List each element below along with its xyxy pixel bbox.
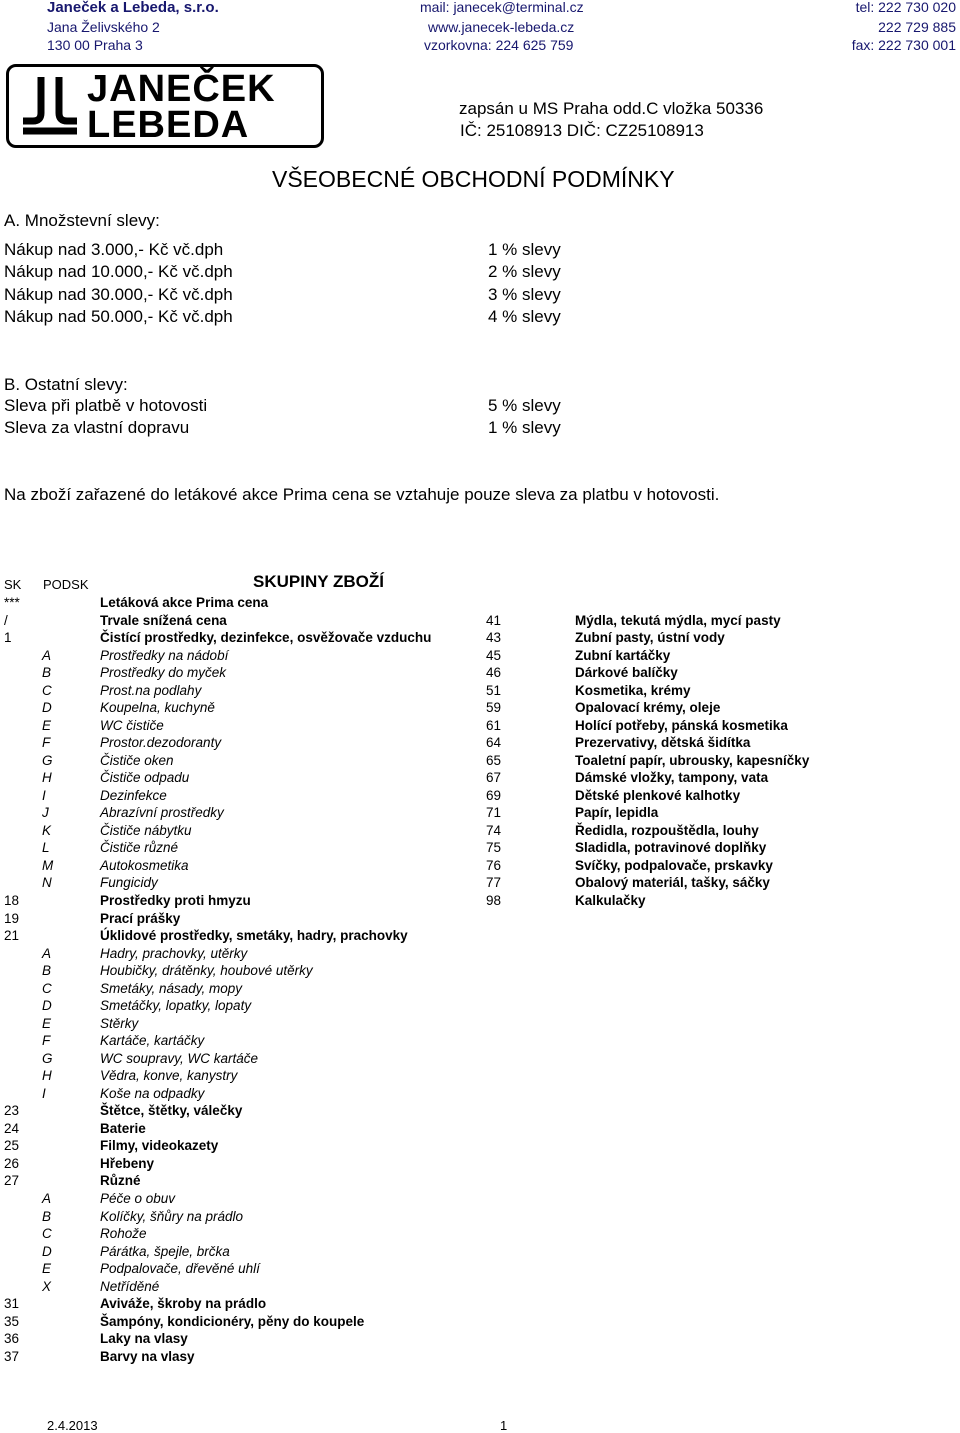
group-name: Hřebeny (100, 1155, 155, 1171)
table-row (0, 683, 960, 701)
group-name: Koupelna, kuchyně (100, 700, 215, 716)
logo-mark-icon (19, 75, 81, 137)
table-row (0, 911, 960, 929)
group-name: WC čističe (100, 717, 164, 733)
group-name: Úklidové prostředky, smetáky, hadry, prachovky (100, 928, 408, 944)
group-name: Dámské vložky, tampony, vata (575, 770, 769, 786)
table-row (0, 928, 960, 946)
group-name: Aviváže, škroby na prádlo (100, 1296, 267, 1312)
group-code: 71 (486, 805, 502, 821)
table-row (0, 595, 960, 613)
group-name: Baterie (100, 1120, 146, 1136)
group-code: 31 (4, 1296, 20, 1312)
table-row (0, 788, 960, 806)
table-row (0, 875, 960, 893)
subgroup-code: D (42, 998, 52, 1014)
subgroup-code: B (42, 963, 52, 979)
group-name: Šampóny, kondicionéry, pěny do koupele (100, 1313, 365, 1329)
table-row (0, 700, 960, 718)
section-a-value: 3 % slevy (488, 284, 561, 304)
table-row (0, 770, 960, 788)
group-code: 98 (486, 893, 502, 908)
group-name: Štětce, štětky, válečky (100, 1103, 243, 1119)
subgroup-code: E (42, 717, 52, 733)
table-row (0, 823, 960, 841)
group-code: 46 (486, 665, 502, 681)
table-row (0, 665, 960, 683)
table-row (0, 1016, 960, 1034)
subgroup-code: E (42, 1015, 52, 1031)
group-name: Sladidla, potravinové doplňky (575, 840, 767, 856)
column-podsk-header: PODSK (43, 577, 89, 592)
group-code: 45 (486, 647, 502, 663)
group-name: Fungicidy (100, 875, 158, 891)
group-code: 35 (4, 1313, 20, 1329)
group-name: Laky na vlasy (100, 1331, 188, 1347)
table-row (0, 1086, 960, 1104)
group-name: Prostředky proti hmyzu (100, 893, 251, 908)
table-row (0, 735, 960, 753)
subgroup-code: X (42, 1278, 52, 1294)
group-name: Dárkové balíčky (575, 665, 678, 681)
footer-page-number: 1 (500, 1418, 508, 1433)
group-name: Prostor.dezodoranty (100, 735, 222, 751)
section-a-value: 1 % slevy (488, 240, 561, 259)
company-city: 130 00 Praha 3 (47, 37, 143, 53)
table-row (0, 1331, 960, 1349)
footer-date: 2.4.2013 (47, 1418, 98, 1433)
group-code: 41 (486, 612, 502, 628)
subgroup-code: H (42, 770, 52, 786)
logo-text-lebeda: LEBEDA (87, 104, 250, 146)
table-row (0, 963, 960, 981)
group-name: Obalový materiál, tašky, sáčky (575, 875, 770, 891)
table-row (0, 1156, 960, 1174)
group-name: Zubní kartáčky (575, 647, 671, 663)
table-row (0, 805, 960, 823)
group-name: Rohože (100, 1226, 147, 1242)
group-name: Koše na odpadky (100, 1085, 205, 1101)
group-name: Podpalovače, dřevěné uhlí (100, 1261, 260, 1277)
group-name: Trvale snížená cena (100, 612, 227, 628)
group-name: Kosmetika, krémy (575, 682, 691, 698)
table-row (0, 630, 960, 648)
tax-ids: IČ: 25108913 DIČ: CZ25108913 (460, 121, 704, 140)
group-name: Čističe nábytku (100, 822, 192, 838)
section-a-label: Nákup nad 50.000,- Kč vč.dph (4, 306, 233, 326)
groups-heading: SKUPINY ZBOŽÍ (253, 572, 384, 591)
subgroup-code: A (42, 1191, 52, 1207)
group-code: 43 (486, 630, 502, 646)
company-street: Jana Želivského 2 (47, 19, 160, 35)
subgroup-code: I (42, 1085, 46, 1101)
group-name: Čističe různé (100, 840, 179, 856)
section-b-value: 1 % slevy (488, 418, 561, 437)
table-row (0, 893, 960, 911)
group-name: Smetáky, násady, mopy (100, 980, 243, 996)
group-name: Stěrky (100, 1015, 139, 1031)
table-row (0, 981, 960, 999)
section-b-label: Sleva za vlastní dopravu (4, 418, 190, 437)
group-name: Prezervativy, dětská šidítka (575, 735, 751, 751)
logo-text-janecek: JANEČEK (87, 68, 276, 110)
subgroup-code: H (42, 1068, 52, 1084)
group-name: Prostředky na nádobí (100, 647, 229, 663)
group-name: Ředidla, rozpouštědla, louhy (575, 822, 759, 838)
group-name: Barvy na vlasy (100, 1348, 195, 1364)
subgroup-code: L (42, 840, 50, 856)
group-code: 65 (486, 752, 502, 768)
subgroup-code: A (42, 647, 52, 663)
group-code: 27 (4, 1173, 20, 1189)
group-name: Autokosmetika (100, 857, 189, 873)
group-code: 76 (486, 857, 502, 873)
table-row (0, 718, 960, 736)
table-row (0, 1138, 960, 1156)
group-name: Čističe odpadu (100, 770, 190, 786)
subgroup-code: I (42, 787, 46, 803)
group-name: Smetáčky, lopatky, lopaty (100, 998, 252, 1014)
group-name: Prost.na podlahy (100, 682, 202, 698)
subgroup-code: D (42, 1243, 52, 1259)
group-name: Zubní pasty, ústní vody (575, 630, 725, 646)
group-code: 64 (486, 735, 502, 751)
company-tel1: tel: 222 730 020 (855, 0, 956, 15)
group-name: Péče o obuv (100, 1191, 176, 1207)
section-a-value: 4 % slevy (488, 306, 561, 326)
subgroup-code: F (42, 1033, 51, 1049)
table-row (0, 1244, 960, 1262)
section-a-label: Nákup nad 10.000,- Kč vč.dph (4, 262, 233, 282)
section-a-label: Nákup nad 30.000,- Kč vč.dph (4, 284, 233, 304)
table-row (0, 753, 960, 771)
group-name: Kolíčky, šňůry na prádlo (100, 1208, 244, 1224)
subgroup-code: G (42, 752, 53, 768)
table-row (0, 1051, 960, 1069)
table-row (0, 1279, 960, 1297)
group-name: Dezinfekce (100, 787, 167, 803)
group-code: 59 (486, 700, 502, 716)
group-name: Prací prášky (100, 910, 181, 926)
group-name: Kalkulačky (575, 893, 646, 908)
group-code: 61 (486, 717, 502, 733)
group-name: Netříděné (100, 1278, 160, 1294)
page-title: VŠEOBECNÉ OBCHODNÍ PODMÍNKY (272, 166, 675, 192)
group-name: Toaletní papír, ubrousky, kapesníčky (575, 752, 810, 768)
group-code: *** (4, 595, 20, 610)
company-showroom: vzorkovna: 224 625 759 (424, 37, 574, 53)
group-code: 36 (4, 1331, 20, 1347)
group-name: Filmy, videokazety (100, 1138, 219, 1154)
group-name: WC soupravy, WC kartáče (100, 1050, 259, 1066)
table-row (0, 1209, 960, 1227)
group-code: 24 (4, 1120, 20, 1136)
group-code: / (4, 612, 8, 628)
table-row (0, 1261, 960, 1279)
section-b-value: 5 % slevy (488, 396, 561, 415)
table-row (0, 946, 960, 964)
group-code: 19 (4, 910, 20, 926)
group-name: Prostředky do myček (100, 665, 227, 681)
subgroup-code: C (42, 682, 52, 698)
table-row (0, 1226, 960, 1244)
group-code: 51 (486, 682, 502, 698)
subgroup-code: G (42, 1050, 53, 1066)
table-row (0, 1314, 960, 1332)
group-name: Svíčky, podpalovače, prskavky (575, 857, 773, 873)
group-name: Párátka, špejle, brčka (100, 1243, 230, 1259)
group-code: 75 (486, 840, 502, 856)
company-tel2: 222 729 885 (878, 19, 956, 35)
group-name: Různé (100, 1173, 141, 1189)
group-code: 77 (486, 875, 502, 891)
group-name: Holící potřeby, pánská kosmetika (575, 717, 788, 733)
table-row (0, 613, 960, 631)
group-code: 26 (4, 1155, 20, 1171)
subgroup-code: A (42, 945, 52, 961)
group-code: 18 (4, 893, 20, 908)
group-name: Hadry, prachovky, utěrky (100, 945, 248, 961)
discount-note: Na zboží zařazené do letákové akce Prima cena se vztahuje pouze sleva za platbu v hotovosti. (4, 485, 720, 504)
table-row (0, 840, 960, 858)
section-a-heading: A. Množstevní slevy: (4, 211, 160, 230)
subgroup-code: B (42, 665, 52, 681)
table-row (0, 1296, 960, 1314)
group-code: 74 (486, 822, 502, 838)
table-row (0, 1068, 960, 1086)
group-name: Papír, lepidla (575, 805, 659, 821)
section-b-heading: B. Ostatní slevy: (4, 375, 128, 394)
group-code: 67 (486, 770, 502, 786)
table-row (0, 1103, 960, 1121)
table-row (0, 998, 960, 1016)
section-a-value: 2 % slevy (488, 262, 561, 282)
subgroup-code: K (42, 822, 52, 838)
group-name: Čistící prostředky, dezinfekce, osvěžovače vzduchu (100, 630, 432, 646)
table-row (0, 1191, 960, 1209)
group-name: Mýdla, tekutá mýdla, mycí pasty (575, 612, 781, 628)
section-a-label: Nákup nad 3.000,- Kč vč.dph (4, 240, 224, 259)
column-sk-header: SK (4, 577, 22, 592)
company-logo (6, 64, 324, 148)
subgroup-code: N (42, 875, 52, 891)
register-info: zapsán u MS Praha odd.C vložka 50336 (459, 99, 764, 118)
group-name: Čističe oken (100, 752, 174, 768)
subgroup-code: C (42, 980, 52, 996)
group-code: 37 (4, 1348, 20, 1364)
group-code: 69 (486, 787, 502, 803)
table-row (0, 1173, 960, 1191)
table-row (0, 1121, 960, 1139)
subgroup-code: B (42, 1208, 52, 1224)
group-name: Opalovací krémy, oleje (575, 700, 721, 716)
table-row (0, 1033, 960, 1051)
group-name: Kartáče, kartáčky (100, 1033, 205, 1049)
subgroup-code: C (42, 1226, 52, 1242)
section-b-label: Sleva při platbě v hotovosti (4, 396, 208, 415)
subgroup-code: E (42, 1261, 52, 1277)
company-fax: fax: 222 730 001 (851, 37, 956, 53)
group-code: 23 (4, 1103, 20, 1119)
table-row (0, 648, 960, 666)
group-name: Letáková akce Prima cena (100, 595, 269, 610)
company-web: www.janecek-lebeda.cz (428, 19, 575, 35)
subgroup-code: J (42, 805, 49, 821)
company-mail: mail: janecek@terminal.cz (420, 0, 584, 15)
table-row (0, 1349, 960, 1367)
group-name: Dětské plenkové kalhotky (575, 787, 741, 803)
group-code: 21 (4, 928, 20, 944)
group-code: 1 (4, 630, 12, 646)
group-code: 25 (4, 1138, 20, 1154)
group-name: Vědra, konve, kanystry (100, 1068, 238, 1084)
subgroup-code: D (42, 700, 52, 716)
table-row (0, 858, 960, 876)
subgroup-code: F (42, 735, 51, 751)
group-name: Abrazívní prostředky (100, 805, 224, 821)
subgroup-code: M (42, 857, 54, 873)
group-name: Houbičky, drátěnky, houbové utěrky (100, 963, 313, 979)
company-name: Janeček a Lebeda, s.r.o. (47, 0, 219, 16)
